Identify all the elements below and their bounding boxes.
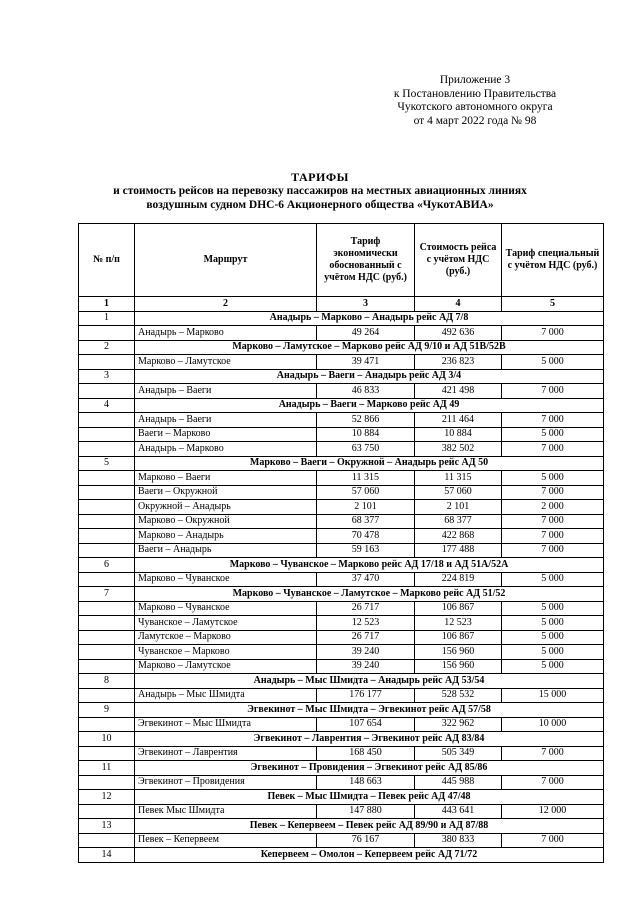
empty-cell [79, 413, 135, 428]
empty-cell [79, 616, 135, 631]
economic-tariff-cell: 12 523 [317, 616, 415, 631]
section-number: 1 [79, 311, 135, 326]
economic-tariff-cell: 176 177 [317, 688, 415, 703]
economic-tariff-cell: 39 240 [317, 659, 415, 674]
section-route-title: Марково – Ламутское – Марково рейс АД 9/10 и АД 51В/52В [135, 340, 604, 355]
table-row [79, 775, 604, 790]
title-line-2: воздушным судном DHC-6 Акционерного общества «ЧукотАВИА» [146, 199, 494, 211]
economic-tariff-cell: 39 240 [317, 645, 415, 660]
special-tariff-cell: 5 000 [502, 659, 604, 674]
economic-tariff-cell: 26 717 [317, 630, 415, 645]
route-cell: Марково – Чуванское [135, 601, 317, 616]
col-number: 2 [135, 297, 317, 312]
flight-cost-cell: 57 060 [415, 485, 502, 500]
section-route-title: Эгвекинот – Мыс Шмидта – Эгвекинот рейс АД 57/58 [135, 703, 604, 718]
empty-cell [79, 427, 135, 442]
section-row [79, 732, 604, 747]
route-cell: Марково – Окружной [135, 514, 317, 529]
economic-tariff-cell: 37 470 [317, 572, 415, 587]
flight-cost-cell: 106 867 [415, 630, 502, 645]
section-number: 11 [79, 761, 135, 776]
empty-cell [79, 688, 135, 703]
appendix-line-2: к Постановлению Правительства [393, 87, 557, 100]
special-tariff-cell: 7 000 [502, 775, 604, 790]
col-number: 3 [317, 297, 415, 312]
header-economic-tariff: Тариф экономически обоснованный с учётом НДС (руб.) [317, 224, 415, 297]
section-row [79, 848, 604, 863]
route-cell: Певек Мыс Шмидта [135, 804, 317, 819]
section-row [79, 369, 604, 384]
special-tariff-cell: 7 000 [502, 746, 604, 761]
route-cell: Марково – Ламутское [135, 659, 317, 674]
section-row [79, 674, 604, 689]
route-cell: Чуванское – Марково [135, 645, 317, 660]
special-tariff-cell: 7 000 [502, 384, 604, 399]
special-tariff-cell: 7 000 [502, 326, 604, 341]
route-cell: Ламутское – Марково [135, 630, 317, 645]
route-cell: Певек – Кепервеем [135, 833, 317, 848]
economic-tariff-cell: 10 884 [317, 427, 415, 442]
empty-cell [79, 630, 135, 645]
section-route-title: Анадырь – Мыс Шмидта – Анадырь рейс АД 53/54 [135, 674, 604, 689]
table-row [79, 630, 604, 645]
section-route-title: Анадырь – Марково – Анадырь рейс АД 7/8 [135, 311, 604, 326]
route-cell: Окружной – Анадырь [135, 500, 317, 515]
special-tariff-cell: 5 000 [502, 471, 604, 486]
appendix-line-1: Приложение 3 [439, 74, 511, 86]
flight-cost-cell: 236 823 [415, 355, 502, 370]
table-row [79, 645, 604, 660]
section-row [79, 587, 604, 602]
route-cell: Анадырь – Марково [135, 442, 317, 457]
section-row [79, 819, 604, 834]
economic-tariff-cell: 2 101 [317, 500, 415, 515]
section-route-title: Анадырь – Ваеги – Марково рейс АД 49 [135, 398, 604, 413]
tariff-table [78, 223, 604, 863]
route-cell: Чуванское – Ламутское [135, 616, 317, 631]
special-tariff-cell: 7 000 [502, 529, 604, 544]
table-row [79, 659, 604, 674]
flight-cost-cell: 528 532 [415, 688, 502, 703]
flight-cost-cell: 421 498 [415, 384, 502, 399]
section-route-title: Марково – Чуванское – Ламутское – Марково рейс АД 51/52 [135, 587, 604, 602]
section-route-title: Певек – Мыс Шмидта – Певек рейс АД 47/48 [135, 790, 604, 805]
economic-tariff-cell: 147 880 [317, 804, 415, 819]
special-tariff-cell: 7 000 [502, 442, 604, 457]
flight-cost-cell: 492 636 [415, 326, 502, 341]
flight-cost-cell: 211 464 [415, 413, 502, 428]
table-row [79, 601, 604, 616]
economic-tariff-cell: 11 315 [317, 471, 415, 486]
route-cell: Анадырь – Мыс Шмидта [135, 688, 317, 703]
section-route-title: Марково – Ваеги – Окружной – Анадырь рейс АД 50 [135, 456, 604, 471]
empty-cell [79, 485, 135, 500]
section-number: 9 [79, 703, 135, 718]
special-tariff-cell: 5 000 [502, 572, 604, 587]
section-number: 6 [79, 558, 135, 573]
flight-cost-cell: 11 315 [415, 471, 502, 486]
table-row [79, 384, 604, 399]
table-row [79, 543, 604, 558]
column-number-row [79, 297, 604, 312]
special-tariff-cell: 5 000 [502, 427, 604, 442]
route-cell: Ваеги – Окружной [135, 485, 317, 500]
economic-tariff-cell: 70 478 [317, 529, 415, 544]
table-row [79, 804, 604, 819]
economic-tariff-cell: 107 654 [317, 717, 415, 732]
route-cell: Марково – Анадырь [135, 529, 317, 544]
economic-tariff-cell: 57 060 [317, 485, 415, 500]
section-row [79, 340, 604, 355]
empty-cell [79, 514, 135, 529]
section-number: 4 [79, 398, 135, 413]
table-row [79, 833, 604, 848]
section-number: 8 [79, 674, 135, 689]
economic-tariff-cell: 63 750 [317, 442, 415, 457]
table-row [79, 529, 604, 544]
route-cell: Марково – Ваеги [135, 471, 317, 486]
special-tariff-cell: 5 000 [502, 601, 604, 616]
section-route-title: Певек – Кепервеем – Певек рейс АД 89/90 и АД 87/88 [135, 819, 604, 834]
flight-cost-cell: 156 960 [415, 659, 502, 674]
appendix-header [370, 74, 580, 128]
table-row [79, 572, 604, 587]
route-cell: Марково – Чуванское [135, 572, 317, 587]
section-number: 14 [79, 848, 135, 863]
flight-cost-cell: 443 641 [415, 804, 502, 819]
section-number: 10 [79, 732, 135, 747]
empty-cell [79, 601, 135, 616]
section-number: 12 [79, 790, 135, 805]
section-route-title: Анадырь – Ваеги – Анадырь рейс АД 3/4 [135, 369, 604, 384]
economic-tariff-cell: 49 264 [317, 326, 415, 341]
flight-cost-cell: 106 867 [415, 601, 502, 616]
special-tariff-cell: 5 000 [502, 645, 604, 660]
table-row [79, 500, 604, 515]
empty-cell [79, 645, 135, 660]
col-number: 1 [79, 297, 135, 312]
route-cell: Анадырь – Марково [135, 326, 317, 341]
document-title [0, 170, 640, 212]
economic-tariff-cell: 168 450 [317, 746, 415, 761]
special-tariff-cell: 7 000 [502, 543, 604, 558]
route-cell: Эгвекинот – Мыс Шмидта [135, 717, 317, 732]
section-number: 5 [79, 456, 135, 471]
empty-cell [79, 572, 135, 587]
section-route-title: Кепервеем – Омолон – Кепервеем рейс АД 71/72 [135, 848, 604, 863]
special-tariff-cell: 7 000 [502, 514, 604, 529]
special-tariff-cell: 5 000 [502, 355, 604, 370]
special-tariff-cell: 10 000 [502, 717, 604, 732]
flight-cost-cell: 2 101 [415, 500, 502, 515]
special-tariff-cell: 12 000 [502, 804, 604, 819]
table-row [79, 326, 604, 341]
economic-tariff-cell: 52 866 [317, 413, 415, 428]
empty-cell [79, 717, 135, 732]
table-row [79, 471, 604, 486]
section-route-title: Эгвекинот – Лаврентия – Эгвекинот рейс АД 83/84 [135, 732, 604, 747]
col-number: 4 [415, 297, 502, 312]
route-cell: Ваеги – Марково [135, 427, 317, 442]
economic-tariff-cell: 46 833 [317, 384, 415, 399]
empty-cell [79, 833, 135, 848]
table-row [79, 616, 604, 631]
section-number: 13 [79, 819, 135, 834]
special-tariff-cell: 15 000 [502, 688, 604, 703]
empty-cell [79, 326, 135, 341]
empty-cell [79, 659, 135, 674]
section-row [79, 558, 604, 573]
route-cell: Анадырь – Ваеги [135, 384, 317, 399]
route-cell: Анадырь – Ваеги [135, 413, 317, 428]
table-body [79, 311, 604, 862]
route-cell: Ваеги – Анадырь [135, 543, 317, 558]
empty-cell [79, 775, 135, 790]
header-route: Маршрут [135, 224, 317, 297]
flight-cost-cell: 445 988 [415, 775, 502, 790]
special-tariff-cell: 5 000 [502, 630, 604, 645]
section-row [79, 456, 604, 471]
table-header-row [79, 224, 604, 297]
special-tariff-cell: 7 000 [502, 833, 604, 848]
flight-cost-cell: 156 960 [415, 645, 502, 660]
table-row [79, 746, 604, 761]
empty-cell [79, 529, 135, 544]
appendix-line-3: Чукотского автономного округа [397, 101, 553, 113]
empty-cell [79, 442, 135, 457]
col-number: 5 [502, 297, 604, 312]
empty-cell [79, 746, 135, 761]
special-tariff-cell: 7 000 [502, 413, 604, 428]
table-row [79, 688, 604, 703]
section-row [79, 703, 604, 718]
section-row [79, 398, 604, 413]
route-cell: Эгвекинот – Лаврентия [135, 746, 317, 761]
route-cell: Марково – Ламутское [135, 355, 317, 370]
flight-cost-cell: 422 868 [415, 529, 502, 544]
section-row [79, 311, 604, 326]
table-row [79, 355, 604, 370]
table-row [79, 442, 604, 457]
flight-cost-cell: 380 833 [415, 833, 502, 848]
economic-tariff-cell: 26 717 [317, 601, 415, 616]
title-heading: ТАРИФЫ [291, 170, 349, 184]
special-tariff-cell: 5 000 [502, 616, 604, 631]
empty-cell [79, 384, 135, 399]
economic-tariff-cell: 76 167 [317, 833, 415, 848]
empty-cell [79, 471, 135, 486]
header-flight-cost: Стоимость рейса с учётом НДС (руб.) [415, 224, 502, 297]
table-row [79, 717, 604, 732]
special-tariff-cell: 7 000 [502, 485, 604, 500]
section-row [79, 761, 604, 776]
table-row [79, 485, 604, 500]
section-row [79, 790, 604, 805]
header-special-tariff: Тариф специальный с учётом НДС (руб.) [502, 224, 604, 297]
table-row [79, 427, 604, 442]
economic-tariff-cell: 148 663 [317, 775, 415, 790]
flight-cost-cell: 68 377 [415, 514, 502, 529]
flight-cost-cell: 382 502 [415, 442, 502, 457]
flight-cost-cell: 10 884 [415, 427, 502, 442]
title-line-1: и стоимость рейсов на перевозку пассажиров на местных авиационных линиях [113, 185, 527, 197]
header-num: № п/п [79, 224, 135, 297]
economic-tariff-cell: 39 471 [317, 355, 415, 370]
economic-tariff-cell: 68 377 [317, 514, 415, 529]
route-cell: Эгвекинот – Провидения [135, 775, 317, 790]
flight-cost-cell: 224 819 [415, 572, 502, 587]
appendix-line-4: от 4 март 2022 года № 98 [413, 114, 537, 127]
flight-cost-cell: 322 962 [415, 717, 502, 732]
flight-cost-cell: 505 349 [415, 746, 502, 761]
special-tariff-cell: 2 000 [502, 500, 604, 515]
section-route-title: Марково – Чуванское – Марково рейс АД 17/18 и АД 51А/52А [135, 558, 604, 573]
flight-cost-cell: 12 523 [415, 616, 502, 631]
flight-cost-cell: 177 488 [415, 543, 502, 558]
table-row [79, 514, 604, 529]
economic-tariff-cell: 59 163 [317, 543, 415, 558]
empty-cell [79, 543, 135, 558]
empty-cell [79, 804, 135, 819]
empty-cell [79, 500, 135, 515]
section-number: 2 [79, 340, 135, 355]
table-row [79, 413, 604, 428]
empty-cell [79, 355, 135, 370]
section-number: 7 [79, 587, 135, 602]
section-route-title: Эгвекинот – Провидения – Эгвекинот рейс АД 85/86 [135, 761, 604, 776]
section-number: 3 [79, 369, 135, 384]
